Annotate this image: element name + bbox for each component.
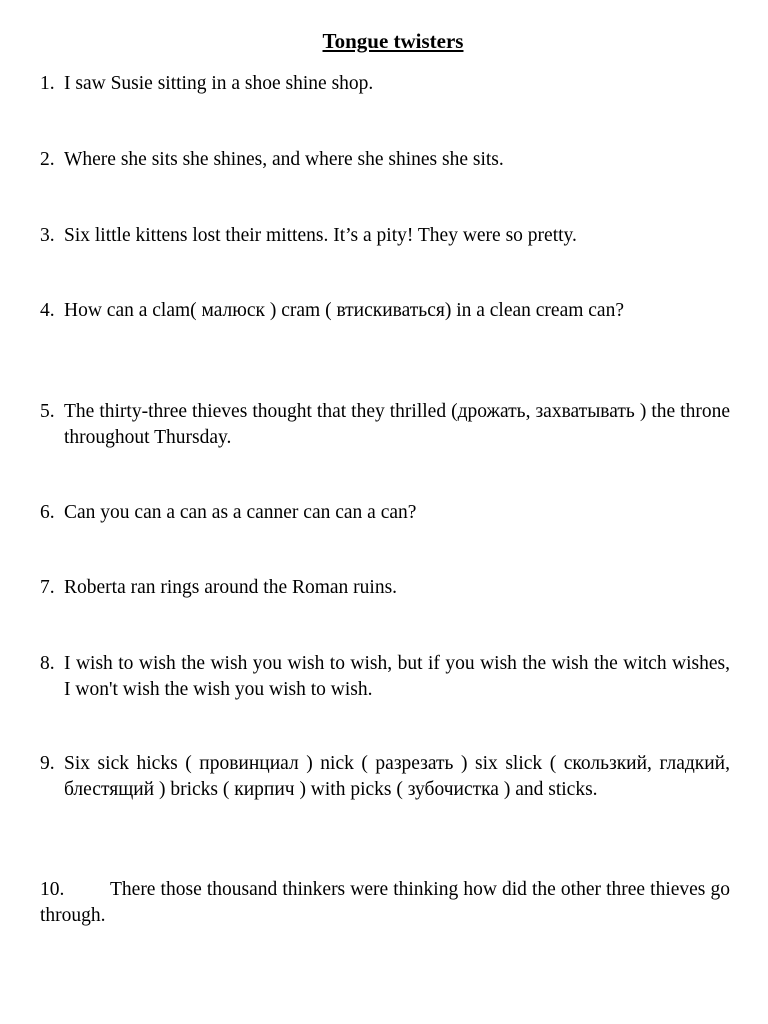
list-item xyxy=(40,399,730,450)
list-item xyxy=(40,751,730,802)
item-text: There those thousand thinkers were thinking how did the other three thieves go through. xyxy=(40,879,730,926)
list-item xyxy=(40,71,730,97)
list-item xyxy=(40,147,730,173)
item-number: 7. xyxy=(40,577,55,598)
item-text: Roberta ran rings around the Roman ruins. xyxy=(64,577,398,598)
list-item xyxy=(40,223,730,249)
item-number: 9. xyxy=(40,753,55,774)
item-text: Six little kittens lost their mittens. It’s a pity! They were so pretty. xyxy=(64,225,577,246)
item-text: The thirty-three thieves thought that they thrilled (дрожать, захватывать ) the throne throughout Thursday. xyxy=(64,401,730,448)
item-text: Six sick hicks ( провинциал ) nick ( разрезать ) six slick ( скользкий, гладкий, блестящий ) bricks ( кирпич ) with picks ( зубочистка ) and sticks. xyxy=(64,753,730,800)
list-item xyxy=(40,651,730,702)
item-number: 6. xyxy=(40,502,55,523)
page-title: Tongue twisters xyxy=(322,29,464,53)
list-item xyxy=(40,575,730,601)
list-item xyxy=(40,298,730,324)
item-number: 5. xyxy=(40,401,55,422)
list-item xyxy=(40,500,730,526)
item-number: 2. xyxy=(40,149,55,170)
item-text: I saw Susie sitting in a shoe shine shop. xyxy=(64,73,374,94)
item-text: Can you can a can as a canner can can a can? xyxy=(64,502,417,523)
item-number: 1. xyxy=(40,73,55,94)
item-number: 10. xyxy=(40,879,65,900)
item-number: 8. xyxy=(40,653,55,674)
item-number: 3. xyxy=(40,225,55,246)
list-item xyxy=(40,877,730,928)
item-number: 4. xyxy=(40,300,55,321)
item-text: Where she sits she shines, and where she shines she sits. xyxy=(64,149,504,170)
item-text: I wish to wish the wish you wish to wish, but if you wish the wish the witch wishes, I won't wish the wish you wish to wish. xyxy=(64,653,730,700)
item-text: How can a clam( малюск ) cram ( втискиваться) in a clean cream can? xyxy=(64,300,624,321)
